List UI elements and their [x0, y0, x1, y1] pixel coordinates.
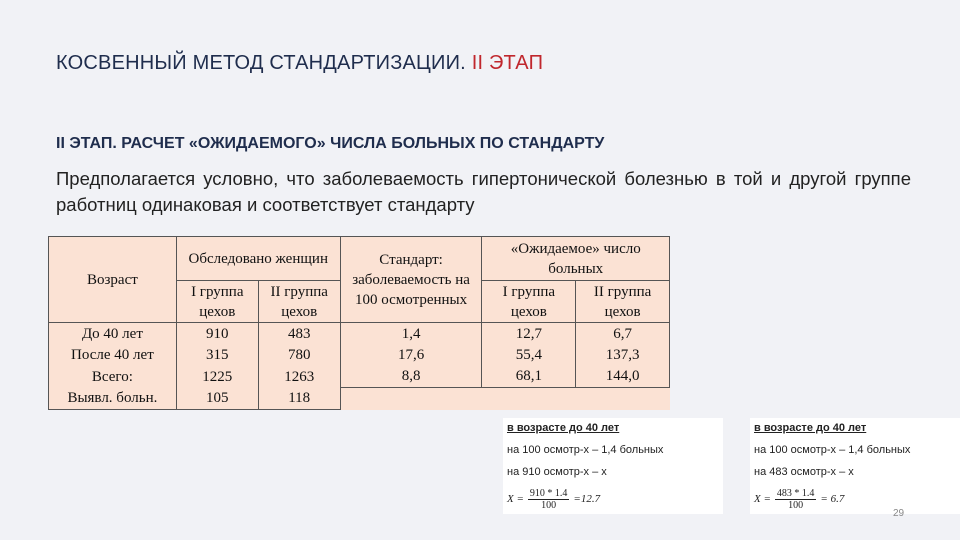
formula-fraction — [775, 488, 817, 511]
header-exp-group2: II группа цехов — [576, 281, 670, 323]
empty-cell — [340, 388, 669, 410]
calc-heading: в возрасте до 40 лет — [754, 422, 867, 434]
row-age: После 40 лет — [49, 344, 177, 365]
section-subtitle: II ЭТАП. РАСЧЕТ «ОЖИДАЕМОГО» ЧИСЛА БОЛЬНЫХ ПО СТАНДАРТУ — [56, 135, 605, 152]
row-e2: 6,7 — [576, 323, 670, 345]
row-age: Всего: — [49, 366, 177, 388]
header-exp-group1: I группа цехов — [482, 281, 576, 323]
row-std: 17,6 — [340, 344, 482, 365]
header-standard: Стандарт: заболеваемость на 100 осмотренных — [340, 237, 482, 323]
calc-formula — [750, 484, 960, 514]
row-e1: 68,1 — [482, 366, 576, 388]
row-g1: 910 — [176, 323, 258, 345]
header-group2: II группа цехов — [258, 281, 340, 323]
row-e2: 144,0 — [576, 366, 670, 388]
table-row-sick — [49, 388, 670, 410]
calc-block-right — [750, 418, 960, 514]
calc-formula — [503, 484, 723, 514]
table-row — [49, 323, 670, 345]
header-group1: I группа цехов — [176, 281, 258, 323]
row-g2: 483 — [258, 323, 340, 345]
standardization-table — [48, 236, 670, 410]
row-std: 8,8 — [340, 366, 482, 388]
row-g1: 1225 — [176, 366, 258, 388]
table-row — [49, 344, 670, 365]
sick-g2: 118 — [258, 388, 340, 410]
header-examined: Обследовано женщин — [176, 237, 340, 281]
sick-g1: 105 — [176, 388, 258, 410]
formula-denominator: 100 — [541, 499, 557, 511]
formula-result: = 6.7 — [820, 493, 845, 505]
row-std: 1,4 — [340, 323, 482, 345]
row-e1: 12,7 — [482, 323, 576, 345]
calc-line1: на 100 осмотр-х – 1,4 больных — [754, 444, 911, 456]
formula-numerator: 910 * 1.4 — [529, 487, 568, 499]
row-g2: 780 — [258, 344, 340, 365]
calc-heading: в возрасте до 40 лет — [507, 422, 620, 434]
formula-lhs: X = — [754, 493, 771, 505]
row-e1: 55,4 — [482, 344, 576, 365]
calc-line2: на 483 осмотр-х – x — [754, 466, 854, 478]
calc-block-left — [503, 418, 723, 514]
row-g1: 315 — [176, 344, 258, 365]
sick-label: Выявл. больн. — [49, 388, 177, 410]
slide-title-accent: II ЭТАП — [471, 52, 544, 74]
header-expected: «Ожидаемое» число больных — [482, 237, 670, 281]
formula-fraction — [528, 488, 570, 511]
calc-line1: на 100 осмотр-х – 1,4 больных — [507, 444, 664, 456]
body-paragraph: Предполагается условно, что заболеваемость гипертонической болезнью в той и другой группе работниц одинаковая и соответствует стандарту — [56, 168, 911, 215]
slide-title-main: КОСВЕННЫЙ МЕТОД СТАНДАРТИЗАЦИИ. — [56, 52, 466, 74]
row-g2: 1263 — [258, 366, 340, 388]
table-row — [49, 366, 670, 388]
row-e2: 137,3 — [576, 344, 670, 365]
formula-lhs: X = — [507, 493, 524, 505]
formula-denominator: 100 — [788, 499, 804, 511]
row-age: До 40 лет — [49, 323, 177, 345]
formula-result: =12.7 — [573, 493, 601, 505]
calc-line2: на 910 осмотр-х – x — [507, 466, 607, 478]
formula-numerator: 483 * 1.4 — [776, 487, 815, 499]
header-age: Возраст — [49, 237, 177, 323]
page-number: 29 — [893, 508, 905, 519]
slide-title — [56, 52, 543, 75]
